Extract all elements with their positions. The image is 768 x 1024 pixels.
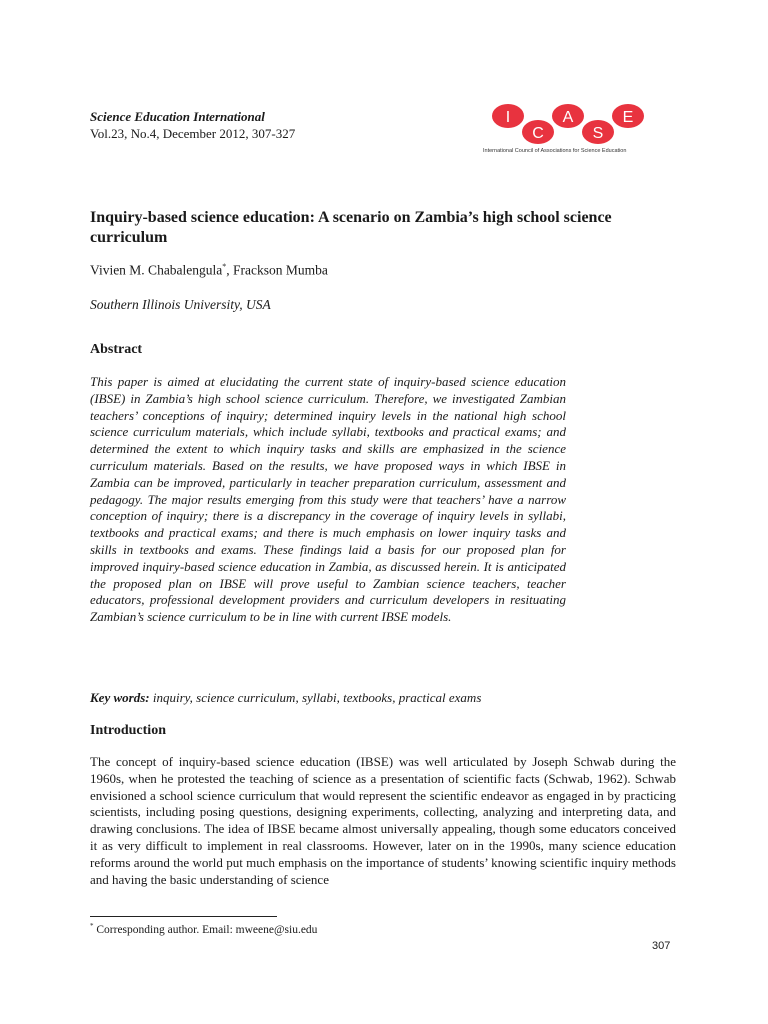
affiliation: Southern Illinois University, USA bbox=[90, 297, 271, 312]
keywords bbox=[90, 690, 481, 706]
footnote-divider bbox=[90, 916, 277, 917]
abstract-text: This paper is aimed at elucidating the current state of inquiry-based science education (IBSE) in Zambia’s high school science curriculum. Therefore, we investigated Zambian teachers’ conceptions of inquiry; determined inquiry levels in the national high school science curriculum materials, which include syllabi, textbooks and practical exams; and determined the extent to which inquiry tasks and skills are emphasized in the science curriculum materials. Based on the results, we have proposed ways in which IBSE in Zambia can be improved, particularly in teacher preparation curriculum, assessment and pedagogy. The major results emerging from this study were that teachers’ have a narrow conception of inquiry; there is a discrepancy in the coverage of inquiry levels in syllabi, textbooks and practical exams; and there is much emphasis on lower inquiry tasks and skills in textbooks and exams. These findings laid a basis for our proposed plan for improved inquiry-based science education in Zambia, as discussed herein. It is anticipated the proposed plan on IBSE will prove useful to Zambian science teachers, teacher educators, professional development providers and curriculum developers in resituating Zambian’s science curriculum to be in line with current IBSE models. bbox=[90, 374, 566, 625]
abstract-heading: Abstract bbox=[90, 342, 143, 357]
keywords-label: Key words: bbox=[90, 690, 150, 705]
journal-name: Science Education International bbox=[90, 109, 265, 124]
volume-info: Vol.23, No.4, December 2012, 307-327 bbox=[90, 126, 296, 141]
introduction-text: The concept of inquiry-based science education (IBSE) was well articulated by Joseph Schwab during the 1960s, when he protested the teaching of science as a presentation of scientific facts (Schwab, 1962). Schwab envisioned a school science curriculum that would represent the scientific endeavor as engaged in by practicing scientists, including posing questions, designing experiments, collecting, analyzing and interpreting data, and drawing conclusions. The idea of IBSE became almost universally appealing, though some educators conceived it as very difficult to implement in real classrooms. However, later on in the 1990s, many science education reforms around the world put much emphasis on the importance of students’ knowing scientific inquiry methods and having the basic understanding of science bbox=[90, 754, 676, 887]
journal-header bbox=[90, 108, 295, 142]
paper-title: Inquiry-based science education: A scenario on Zambia’s high school science curriculum bbox=[90, 209, 612, 246]
footnote bbox=[90, 922, 317, 936]
logo-letter: I bbox=[505, 109, 511, 126]
logo-caption: International Council of Associations for Science Education bbox=[483, 148, 627, 154]
footnote-mark: * bbox=[90, 922, 94, 930]
logo-letter: E bbox=[622, 109, 634, 126]
author-first: Vivien M. Chabalengula bbox=[90, 262, 223, 278]
introduction-heading: Introduction bbox=[90, 723, 166, 738]
footnote-text: Corresponding author. Email: mweene@siu.edu bbox=[93, 923, 318, 936]
logo-letter: C bbox=[532, 125, 544, 142]
corresponding-mark: * bbox=[222, 262, 227, 271]
authors bbox=[90, 262, 328, 279]
logo-letter: A bbox=[562, 109, 574, 126]
logo-letter: S bbox=[592, 125, 604, 142]
keywords-text: inquiry, science curriculum, syllabi, textbooks, practical exams bbox=[149, 690, 482, 705]
author-rest: , Frackson Mumba bbox=[226, 262, 328, 278]
page-number: 307 bbox=[652, 940, 671, 952]
